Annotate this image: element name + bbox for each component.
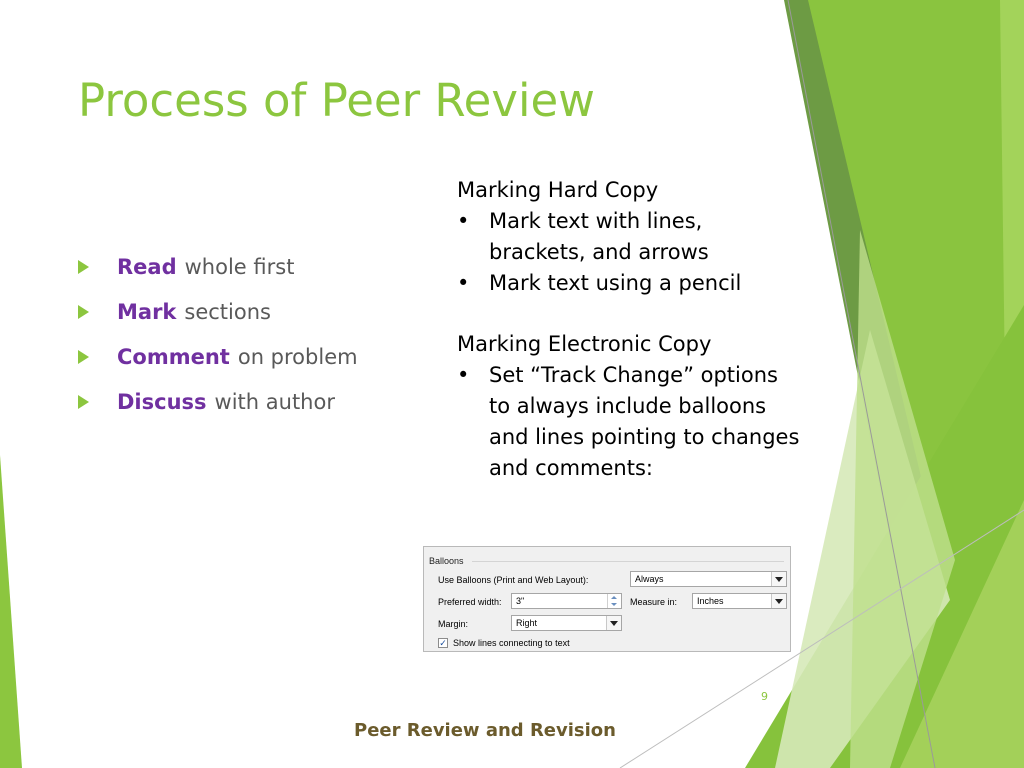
list-item-continuation: [457, 391, 837, 422]
triangle-bullet-icon: [78, 350, 89, 364]
list-item: [78, 334, 358, 379]
use-balloons-label: Use Balloons (Print and Web Layout):: [438, 575, 589, 585]
balloons-group-label: Balloons: [429, 556, 464, 566]
electronic-item-text: and lines pointing to changes: [489, 425, 800, 449]
triangle-bullet-icon: [78, 305, 89, 319]
use-balloons-value: Always: [635, 574, 664, 584]
margin-select[interactable]: [511, 615, 622, 631]
preferred-width-label: Preferred width:: [438, 597, 502, 607]
electronic-item-text: Set “Track Change” options: [489, 363, 778, 387]
list-item: [78, 379, 358, 424]
list-item: [78, 289, 358, 334]
group-divider: [472, 561, 784, 562]
list-item-continuation: [457, 237, 837, 268]
triangle-bullet-icon: [78, 395, 89, 409]
hard-copy-heading: Marking Hard Copy: [457, 178, 659, 202]
measure-in-value: Inches: [697, 596, 724, 606]
footer-title: Peer Review and Revision: [354, 720, 616, 741]
step-text: whole first: [184, 254, 295, 279]
measure-in-label: Measure in:: [630, 597, 678, 607]
triangle-bullet-icon: [78, 260, 89, 274]
step-keyword: Discuss: [117, 389, 207, 414]
chevron-down-icon[interactable]: [606, 616, 621, 630]
list-item: [457, 268, 837, 299]
list-item: [457, 206, 837, 237]
step-keyword: Comment: [117, 344, 230, 369]
list-item: [457, 360, 837, 391]
bullet-dot: •: [457, 271, 470, 295]
list-item: [78, 244, 358, 289]
hard-copy-item-text: brackets, and arrows: [489, 240, 709, 264]
show-lines-label: Show lines connecting to text: [453, 638, 570, 648]
step-keyword: Read: [117, 254, 177, 279]
marking-instructions: [457, 175, 837, 484]
hard-copy-item-text: Mark text with lines,: [489, 209, 703, 233]
slide-title: Process of Peer Review: [78, 74, 595, 127]
step-text: sections: [184, 299, 271, 324]
step-text: on problem: [237, 344, 358, 369]
list-item-continuation: [457, 453, 837, 484]
preferred-width-field[interactable]: [511, 593, 622, 609]
hard-copy-item-text: Mark text using a pencil: [489, 271, 742, 295]
key-steps-list: [78, 244, 358, 424]
measure-in-select[interactable]: [692, 593, 787, 609]
chevron-down-icon[interactable]: [771, 572, 786, 586]
bullet-dot: •: [457, 363, 470, 387]
chevron-down-icon[interactable]: [771, 594, 786, 608]
preferred-width-value: 3": [516, 596, 525, 606]
checkmark-icon: ✓: [439, 638, 447, 648]
margin-label: Margin:: [438, 619, 469, 629]
electronic-item-text: and comments:: [489, 456, 653, 480]
step-text: with author: [214, 389, 335, 414]
use-balloons-select[interactable]: [630, 571, 787, 587]
show-lines-checkbox[interactable]: [438, 638, 448, 648]
list-item-continuation: [457, 422, 837, 453]
page-number: 9: [761, 690, 768, 703]
margin-value: Right: [516, 618, 538, 628]
electronic-item-text: to always include balloons: [489, 394, 767, 418]
spinner-arrows-icon[interactable]: [607, 594, 621, 608]
electronic-copy-heading: Marking Electronic Copy: [457, 332, 712, 356]
bullet-dot: •: [457, 209, 470, 233]
step-keyword: Mark: [117, 299, 177, 324]
track-changes-options-screenshot: [423, 546, 791, 652]
